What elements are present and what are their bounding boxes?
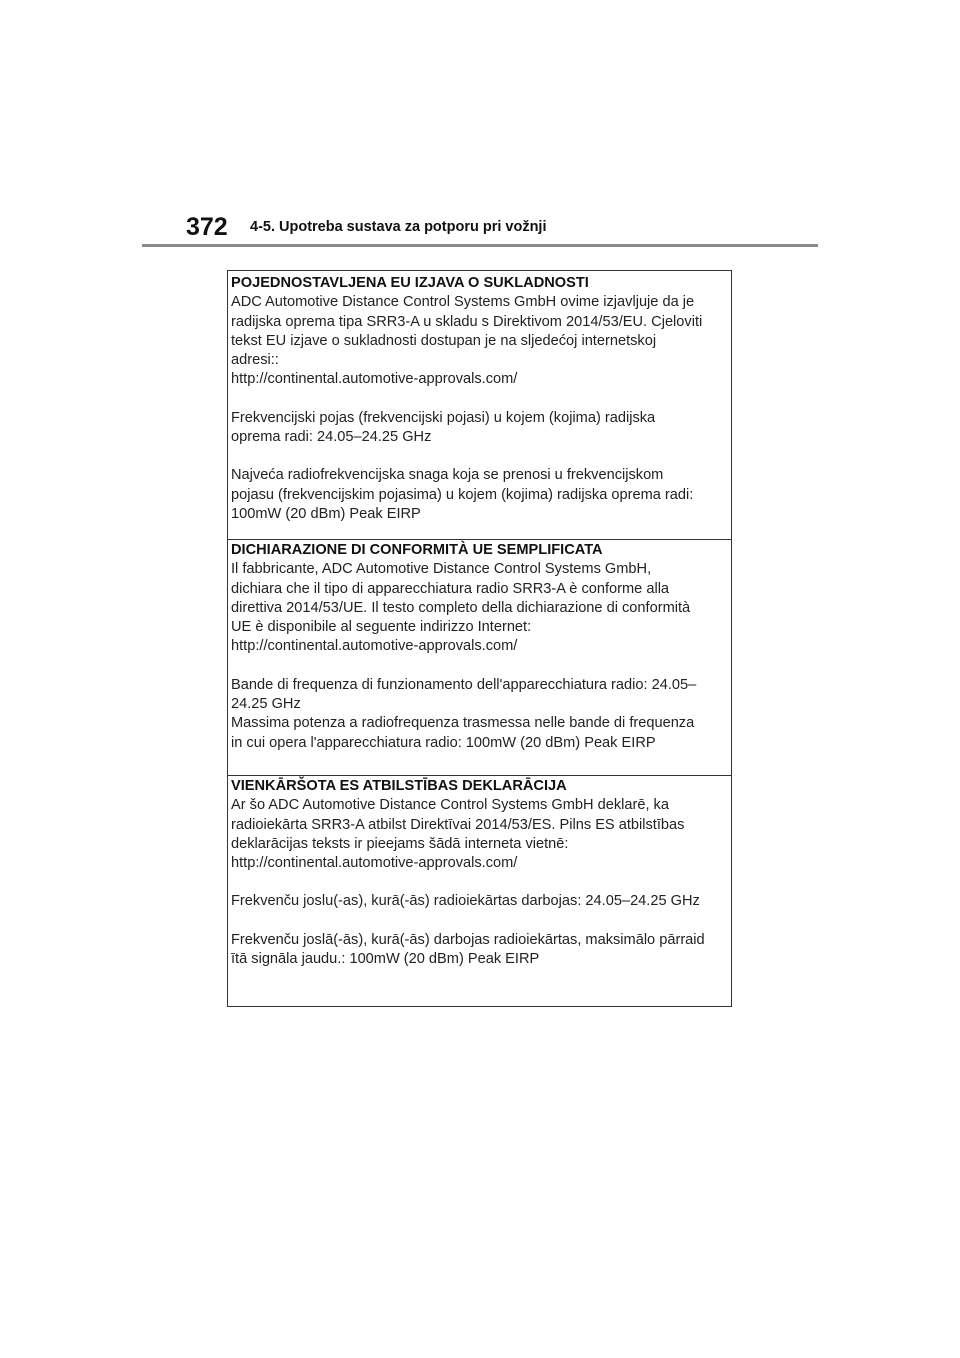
page-header xyxy=(0,0,960,250)
declaration-title: VIENKĀRŠOTA ES ATBILSTĪBAS DEKLARĀCIJA xyxy=(231,778,567,794)
declaration-paragraph: Il fabbricante, ADC Automotive Distance Control Systems GmbH, dichiara che il tipo di apparecchiatura radio SRR3-A è conforme alla direttiva 2014/53/UE. Il testo completo della dichiarazione di conformità UE è disponibile al seguente indirizzo Internet: http://continental.automotive-approvals.com/ xyxy=(231,561,691,655)
declaration-paragraph: Ar šo ADC Automotive Distance Control Systems GmbH deklarē, ka radioiekārta SRR3-A atbilst Direktīvai 2014/53/ES. Pilns ES atbilstības deklarācijas teksts ir pieejams šādā interneta vietnē: http://continental.automotive-approvals.com/ xyxy=(231,797,685,872)
declaration-title: POJEDNOSTAVLJENA EU IZJAVA O SUKLADNOSTI xyxy=(231,275,589,291)
declaration-paragraph: Najveća radiofrekvencijska snaga koja se prenosi u frekvencijskom pojasu (frekvencijskim pojasima) u kojem (kojima) radijska oprema radi: 100mW (20 dBm) Peak EIRP xyxy=(231,467,694,522)
header-divider xyxy=(142,244,818,247)
declaration-latvian xyxy=(228,775,731,1006)
declaration-croatian xyxy=(228,274,731,539)
declaration-paragraph: Frekvencijski pojas (frekvencijski pojasi) u kojem (kojima) radijska oprema radi: 24.05–24.25 GHz xyxy=(231,409,656,446)
paragraph-gap xyxy=(231,912,729,931)
declaration-paragraph: Bande di frequenza di funzionamento dell'apparecchiatura radio: 24.05– 24.25 GHz Massima potenza a radiofrequenza trasmessa nelle bande di frequenza in cui opera l'apparecchiatura radio: 100mW (20 dBm) Peak EIRP xyxy=(231,676,697,751)
declaration-italian xyxy=(228,539,731,775)
declaration-title: DICHIARAZIONE DI CONFORMITÀ UE SEMPLIFICATA xyxy=(231,542,603,558)
section-title: 4-5. Upotreba sustava za potporu pri vožnji xyxy=(250,219,547,235)
paragraph-gap xyxy=(231,873,729,892)
page-number: 372 xyxy=(186,213,228,241)
declaration-paragraph: Frekvenču joslu(-as), kurā(-ās) radioiekārtas darbojas: 24.05–24.25 GHz xyxy=(231,893,700,910)
declaration-paragraph: Frekvenču joslā(-ās), kurā(-ās) darbojas radioiekārtas, maksimālo pārraid ītā signāla jaudu.: 100mW (20 dBm) Peak EIRP xyxy=(231,931,705,968)
paragraph-gap xyxy=(231,447,729,466)
paragraph-gap xyxy=(231,390,729,409)
paragraph-gap xyxy=(231,657,729,676)
declaration-paragraph: ADC Automotive Distance Control Systems GmbH ovime izjavljuje da je radijska oprema tipa SRR3-A u skladu s Direktivom 2014/53/EU. Cjeloviti tekst EU izjave o sukladnosti dostupan je na sljedećoj internetskoj adresi:: http://continental.automotive-approvals.com/ xyxy=(231,294,703,388)
declaration-box xyxy=(227,270,732,1007)
